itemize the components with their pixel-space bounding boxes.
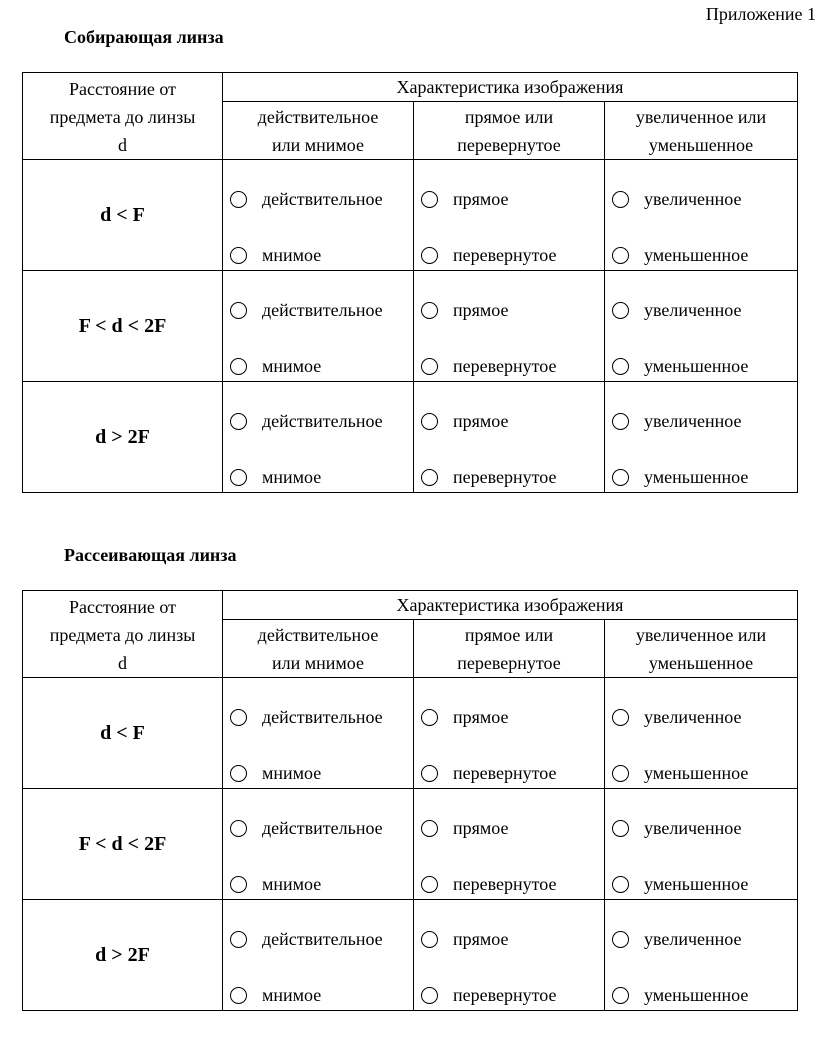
radio-option-magnified[interactable]: [612, 818, 742, 838]
radio-option-magnified[interactable]: [612, 189, 742, 209]
option-label: перевернутое: [453, 985, 557, 1005]
radio-circle-icon[interactable]: [421, 191, 438, 208]
section-title-converging: Собирающая линза: [64, 27, 224, 47]
radio-option-reduced[interactable]: [612, 356, 748, 376]
header-distance-line-1: Расстояние от: [69, 597, 176, 617]
radio-option-inverted[interactable]: [421, 245, 556, 265]
header-characteristic: Характеристика изображения: [223, 591, 798, 620]
option-label: увеличенное: [644, 300, 742, 320]
diverging-lens-table: [22, 590, 798, 1011]
radio-option-virtual[interactable]: [230, 467, 321, 487]
option-label: мнимое: [262, 356, 322, 376]
option-label: прямое: [453, 411, 509, 431]
radio-circle-icon[interactable]: [612, 709, 629, 726]
header-real-or-virtual: [223, 102, 414, 160]
condition-cell: d < F: [23, 160, 223, 271]
radio-circle-icon[interactable]: [612, 358, 629, 375]
option-label: перевернутое: [453, 763, 557, 783]
option-label: действительное: [262, 411, 383, 431]
header-magnified-or-reduced: [605, 620, 798, 678]
radio-option-upright[interactable]: [421, 189, 509, 209]
radio-circle-icon[interactable]: [421, 413, 438, 430]
header-distance-line-3: d: [118, 135, 127, 155]
option-cell-upright-inverted: [414, 900, 605, 1011]
option-label: мнимое: [262, 874, 322, 894]
radio-option-virtual[interactable]: [230, 985, 321, 1005]
option-label: прямое: [453, 300, 509, 320]
radio-circle-icon[interactable]: [230, 876, 247, 893]
option-label: уменьшенное: [644, 763, 749, 783]
option-cell-upright-inverted: [414, 382, 605, 493]
table-row: [23, 160, 798, 271]
radio-option-real[interactable]: [230, 929, 383, 949]
radio-option-inverted[interactable]: [421, 874, 556, 894]
option-cell-real-virtual: [223, 900, 414, 1011]
option-label: действительное: [262, 300, 383, 320]
option-label: перевернутое: [453, 874, 557, 894]
radio-option-virtual[interactable]: [230, 356, 321, 376]
radio-circle-icon[interactable]: [421, 765, 438, 782]
radio-circle-icon[interactable]: [421, 987, 438, 1004]
radio-option-magnified[interactable]: [612, 300, 742, 320]
radio-circle-icon[interactable]: [230, 302, 247, 319]
option-label: уменьшенное: [644, 356, 749, 376]
option-label: увеличенное: [644, 929, 742, 949]
table-row: [23, 678, 798, 789]
radio-option-magnified[interactable]: [612, 929, 742, 949]
option-cell-magnified-reduced: [605, 900, 798, 1011]
radio-circle-icon[interactable]: [230, 247, 247, 264]
radio-option-real[interactable]: [230, 818, 383, 838]
appendix-label: Приложение 1: [705, 4, 816, 24]
option-label: мнимое: [262, 985, 322, 1005]
radio-option-inverted[interactable]: [421, 763, 556, 783]
header-col3-line-1: увеличенное или: [635, 624, 767, 645]
header-col1-line-1: действительное: [257, 106, 379, 127]
radio-circle-icon[interactable]: [612, 876, 629, 893]
converging-lens-table: [22, 72, 798, 493]
option-label: мнимое: [262, 467, 322, 487]
radio-option-virtual[interactable]: [230, 763, 321, 783]
radio-option-upright[interactable]: [421, 300, 509, 320]
option-label: увеличенное: [644, 818, 742, 838]
radio-circle-icon[interactable]: [612, 413, 629, 430]
radio-circle-icon[interactable]: [612, 820, 629, 837]
radio-circle-icon[interactable]: [230, 469, 247, 486]
option-label: мнимое: [262, 245, 322, 265]
radio-circle-icon[interactable]: [612, 987, 629, 1004]
radio-option-inverted[interactable]: [421, 356, 556, 376]
option-label: увеличенное: [644, 707, 742, 727]
header-col1-line-2: или мнимое: [271, 134, 364, 155]
condition-cell: d > 2F: [23, 382, 223, 493]
radio-circle-icon[interactable]: [230, 987, 247, 1004]
option-cell-real-virtual: [223, 271, 414, 382]
radio-circle-icon[interactable]: [230, 413, 247, 430]
condition-cell: F < d < 2F: [23, 271, 223, 382]
radio-circle-icon[interactable]: [421, 358, 438, 375]
option-label: перевернутое: [453, 245, 557, 265]
condition-cell: F < d < 2F: [23, 789, 223, 900]
table-row: [23, 789, 798, 900]
header-col2-line-1: прямое или: [464, 624, 554, 645]
option-label: прямое: [453, 707, 509, 727]
radio-option-upright[interactable]: [421, 818, 509, 838]
header-col3-line-2: уменьшенное: [648, 134, 754, 155]
header-col3-line-2: уменьшенное: [648, 652, 754, 673]
radio-circle-icon[interactable]: [612, 191, 629, 208]
radio-circle-icon[interactable]: [421, 247, 438, 264]
option-label: прямое: [453, 189, 509, 209]
header-col2-line-2: перевернутое: [457, 652, 561, 673]
option-label: уменьшенное: [644, 985, 749, 1005]
radio-option-magnified[interactable]: [612, 411, 742, 431]
header-distance-line-2: предмета до линзы: [49, 107, 196, 127]
header-distance: [23, 73, 223, 160]
header-col1-line-1: действительное: [257, 624, 379, 645]
radio-circle-icon[interactable]: [230, 765, 247, 782]
option-label: перевернутое: [453, 467, 557, 487]
header-col2-line-1: прямое или: [464, 106, 554, 127]
option-label: действительное: [262, 818, 383, 838]
radio-circle-icon[interactable]: [421, 709, 438, 726]
radio-option-virtual[interactable]: [230, 874, 321, 894]
option-cell-magnified-reduced: [605, 271, 798, 382]
radio-circle-icon[interactable]: [230, 931, 247, 948]
header-characteristic: Характеристика изображения: [223, 73, 798, 102]
option-cell-upright-inverted: [414, 678, 605, 789]
header-upright-or-inverted: [414, 620, 605, 678]
option-label: уменьшенное: [644, 874, 749, 894]
radio-circle-icon[interactable]: [230, 709, 247, 726]
table-row: [23, 271, 798, 382]
radio-option-real[interactable]: [230, 707, 383, 727]
option-label: действительное: [262, 929, 383, 949]
radio-option-real[interactable]: [230, 300, 383, 320]
option-label: перевернутое: [453, 356, 557, 376]
option-label: увеличенное: [644, 189, 742, 209]
radio-option-upright[interactable]: [421, 707, 509, 727]
radio-option-reduced[interactable]: [612, 467, 748, 487]
radio-option-magnified[interactable]: [612, 707, 742, 727]
radio-circle-icon[interactable]: [421, 302, 438, 319]
section-title-diverging: Рассеивающая линза: [64, 545, 237, 565]
condition-cell: d > 2F: [23, 900, 223, 1011]
radio-option-reduced[interactable]: [612, 985, 748, 1005]
header-upright-or-inverted: [414, 102, 605, 160]
header-col2-line-2: перевернутое: [457, 134, 561, 155]
header-magnified-or-reduced: [605, 102, 798, 160]
option-cell-magnified-reduced: [605, 382, 798, 493]
option-label: мнимое: [262, 763, 322, 783]
option-cell-real-virtual: [223, 678, 414, 789]
table-row: [23, 900, 798, 1011]
condition-cell: d < F: [23, 678, 223, 789]
radio-circle-icon[interactable]: [612, 469, 629, 486]
option-label: действительное: [262, 707, 383, 727]
radio-option-real[interactable]: [230, 189, 383, 209]
radio-option-inverted[interactable]: [421, 985, 556, 1005]
radio-circle-icon[interactable]: [421, 931, 438, 948]
radio-circle-icon[interactable]: [230, 191, 247, 208]
radio-circle-icon[interactable]: [421, 820, 438, 837]
option-cell-magnified-reduced: [605, 678, 798, 789]
option-label: увеличенное: [644, 411, 742, 431]
header-distance-line-1: Расстояние от: [69, 79, 176, 99]
header-distance: [23, 591, 223, 678]
radio-circle-icon[interactable]: [612, 302, 629, 319]
option-cell-magnified-reduced: [605, 160, 798, 271]
option-cell-upright-inverted: [414, 271, 605, 382]
radio-circle-icon[interactable]: [612, 247, 629, 264]
option-label: уменьшенное: [644, 467, 749, 487]
option-cell-upright-inverted: [414, 160, 605, 271]
header-col3-line-1: увеличенное или: [635, 106, 767, 127]
radio-option-reduced[interactable]: [612, 874, 748, 894]
radio-circle-icon[interactable]: [612, 765, 629, 782]
header-col1-line-2: или мнимое: [271, 652, 364, 673]
radio-circle-icon[interactable]: [230, 820, 247, 837]
option-label: прямое: [453, 818, 509, 838]
radio-option-virtual[interactable]: [230, 245, 321, 265]
option-cell-upright-inverted: [414, 789, 605, 900]
option-cell-real-virtual: [223, 382, 414, 493]
table-row: [23, 382, 798, 493]
radio-option-reduced[interactable]: [612, 245, 748, 265]
header-distance-line-2: предмета до линзы: [49, 625, 196, 645]
header-real-or-virtual: [223, 620, 414, 678]
option-cell-real-virtual: [223, 789, 414, 900]
option-cell-real-virtual: [223, 160, 414, 271]
radio-circle-icon[interactable]: [421, 876, 438, 893]
radio-option-real[interactable]: [230, 411, 383, 431]
radio-option-upright[interactable]: [421, 929, 509, 949]
option-label: действительное: [262, 189, 383, 209]
radio-option-reduced[interactable]: [612, 763, 748, 783]
option-cell-magnified-reduced: [605, 789, 798, 900]
radio-circle-icon[interactable]: [421, 469, 438, 486]
radio-option-inverted[interactable]: [421, 467, 556, 487]
radio-option-upright[interactable]: [421, 411, 509, 431]
option-label: уменьшенное: [644, 245, 749, 265]
option-label: прямое: [453, 929, 509, 949]
radio-circle-icon[interactable]: [230, 358, 247, 375]
header-distance-line-3: d: [118, 653, 127, 673]
radio-circle-icon[interactable]: [612, 931, 629, 948]
